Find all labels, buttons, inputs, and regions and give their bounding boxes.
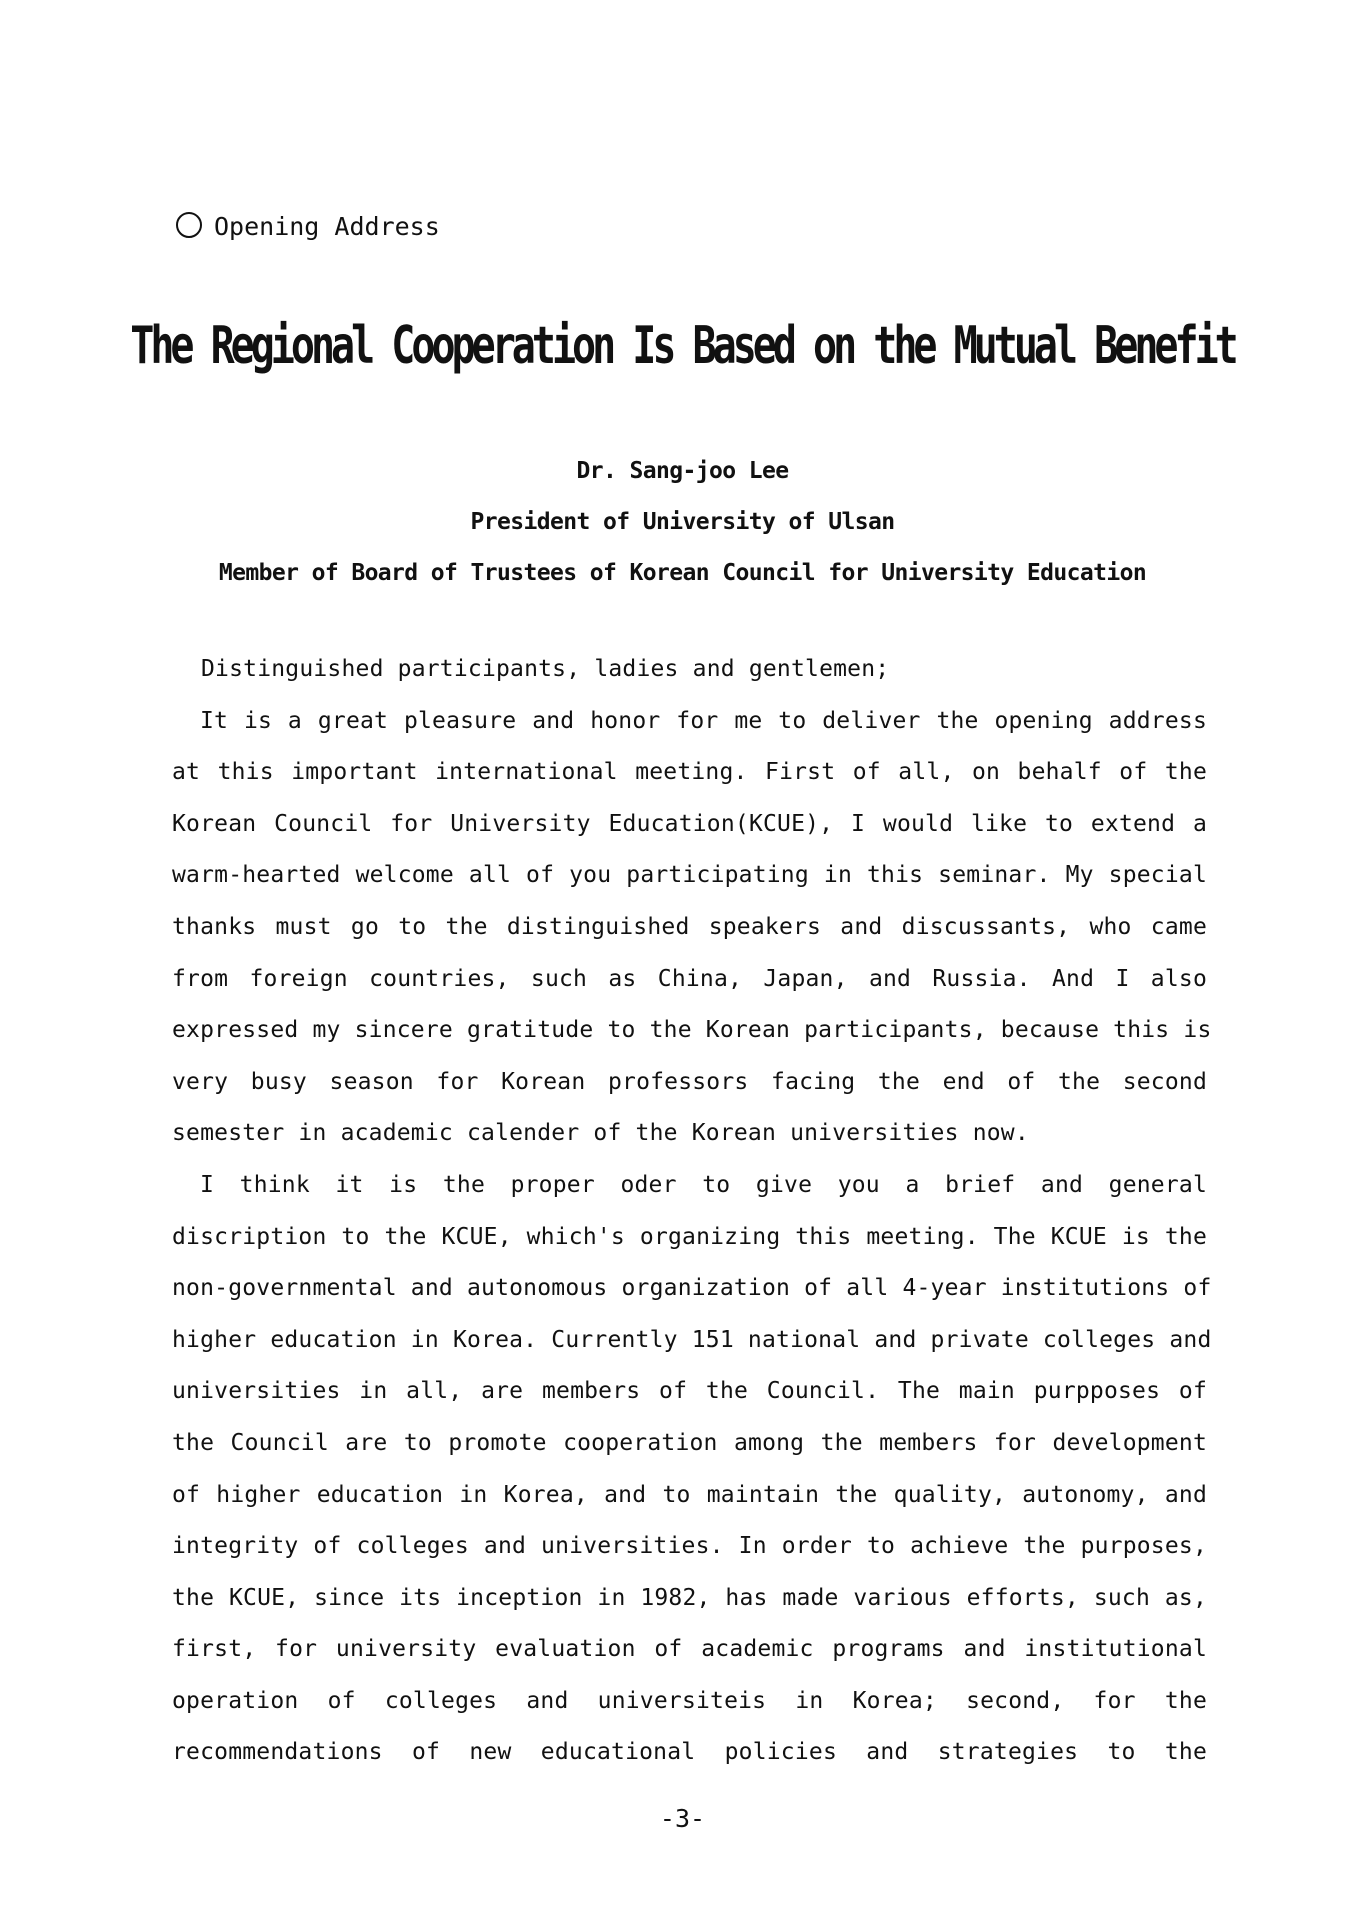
paragraph-line: recommendations of new educational policies and strategies to the: [172, 1739, 1207, 1766]
paragraph-line: from foreign countries, such as China, Japan, and Russia. And I also: [172, 965, 1207, 992]
paragraph-line: higher education in Korea. Currently 151 national and private colleges and: [172, 1326, 1212, 1353]
section-label: [176, 210, 440, 244]
circle-bullet-icon: [176, 212, 202, 238]
paragraph-line: operation of colleges and universiteis in Korea; second, for the: [172, 1687, 1207, 1714]
paragraph-line: the KCUE, since its inception in 1982, has made various efforts, such as,: [172, 1584, 1207, 1611]
page-number: -3-: [659, 1804, 706, 1833]
paragraph-line: at this important international meeting. First of all, on behalf of the: [172, 759, 1207, 786]
paragraph-line: integrity of colleges and universities. In order to achieve the purposes,: [172, 1533, 1207, 1560]
paragraph-line: thanks must go to the distinguished speakers and discussants, who came: [172, 913, 1207, 940]
author-byline: [0, 446, 1365, 599]
address-body: [172, 644, 1212, 1779]
salutation: Distinguished participants, ladies and gentlemen;: [201, 656, 890, 682]
document-title: The Regional Cooperation Is Based on the Mutual Benefit: [130, 316, 1235, 376]
paragraph-1: [172, 696, 1212, 1160]
paragraph-line: expressed my sincere gratitude to the Korean participants, because this is: [172, 1017, 1212, 1044]
author-name: Dr. Sang-joo Lee: [576, 458, 789, 484]
paragraph-2: [172, 1160, 1212, 1779]
paragraph-line: universities in all, are members of the Council. The main purpposes of: [172, 1378, 1207, 1405]
author-membership: Member of Board of Trustees of Korean Council for University Education: [218, 560, 1147, 586]
paragraph-line: of higher education in Korea, and to maintain the quality, autonomy, and: [172, 1481, 1207, 1508]
paragraph-line: warm-hearted welcome all of you participating in this seminar. My special: [172, 862, 1207, 889]
paragraph-line: semester in academic calender of the Korean universities now.: [172, 1120, 1029, 1147]
author-position: President of University of Ulsan: [470, 509, 895, 535]
paragraph-line: very busy season for Korean professors facing the end of the second: [172, 1068, 1207, 1095]
paragraph-line: It is a great pleasure and honor for me to deliver the opening address: [200, 707, 1207, 734]
paragraph-line: I think it is the proper oder to give you a brief and general: [200, 1171, 1207, 1198]
section-label-text: Opening Address: [214, 212, 440, 241]
paragraph-line: first, for university evaluation of academic programs and institutional: [172, 1636, 1207, 1663]
paragraph-line: the Council are to promote cooperation among the members for development: [172, 1429, 1207, 1456]
paragraph-line: non-governmental and autonomous organization of all 4-year institutions of: [172, 1275, 1212, 1302]
paragraph-line: Korean Council for University Education(KCUE), I would like to extend a: [172, 810, 1207, 837]
paragraph-line: discription to the KCUE, which's organizing this meeting. The KCUE is the: [172, 1223, 1207, 1250]
